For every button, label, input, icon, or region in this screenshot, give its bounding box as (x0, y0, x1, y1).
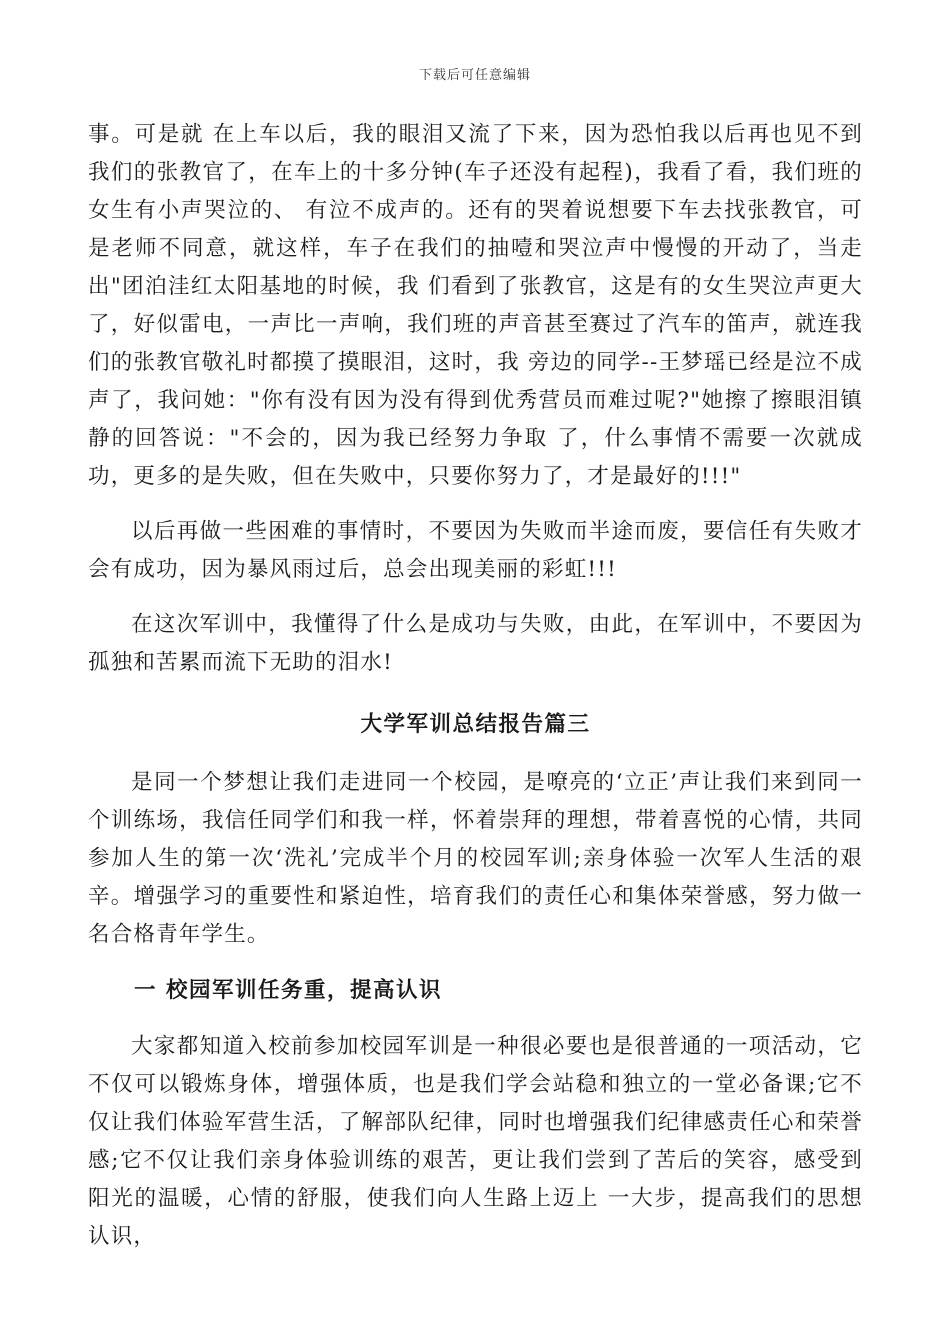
paragraph: 大家都知道入校前参加校园军训是一种很必要也是很普通的一项活动，它不仅可以锻炼身体，增强体质，也是我们学会站稳和独立的一堂必备课;它不仅让我们体验军营生活，了解部队纪律，同时也增强我们纪律感责任心和荣誉感;它不仅让我们亲身体验训练的艰苦，更让我们尝到了苦后的笑容，感受到阳光的温暖，心情的舒服，使我们向人生路上迈上 一大步，提高我们的思想认识， (88, 1034, 863, 1249)
paragraph: 是同一个梦想让我们走进同一个校园，是嘹亮的‘立正’声让我们来到同一个训练场，我信任同学们和我一样，怀着崇拜的理想，带着喜悦的心情，共同参加人生的第一次‘洗礼’完成半个月的校园军训;亲身体验一次军人生活的艰辛。增强学习的重要性和紧迫性，培育我们的责任心和集体荣誉感，努力做一名合格青年学生。 (88, 770, 863, 947)
sub-heading: 一 校园军训任务重，提高认识 (134, 978, 442, 1003)
paragraph: 以后再做一些困难的事情时，不要因为失败而半途而废，要信任有失败才会有成功，因为暴风雨过后，总会出现美丽的彩虹!!! (88, 519, 863, 582)
section-title: 大学军训总结报告篇三 (360, 712, 591, 737)
paragraph-continued: 事。可是就 在上车以后，我的眼泪又流了下来，因为恐怕我以后再也见不到我们的张教官了，在车上的十多分钟(车子还没有起程)，我看了看，我们班的女生有小声哭泣的、 有泣不成声的。还有的哭着说想要下车去找张教官，可是老师不同意，就这样，车子在我们的抽噎和哭泣声中慢慢的开动了，当走出"团泊洼红太阳基地的时候，我 们看到了张教官，这是有的女生哭泣声更大了，好似雷电，一声比一声响，我们班的声音甚至赛过了汽车的笛声，就连我们的张教官敬礼时都摸了摸眼泪，这时，我 旁边的同学--王梦瑶已经是泣不成声了，我问她："你有没有因为没有得到优秀营员而难过呢?"她擦了擦眼泪镇静的回答说："不会的，因为我已经努力争取 了，什么事情不需要一次就成功，更多的是失败，但在失败中，只要你努力了，才是最好的!!!" (88, 122, 863, 489)
document-body (88, 116, 863, 1273)
page-header: 下载后可任意编辑 (418, 68, 531, 83)
paragraph: 在这次军训中，我懂得了什么是成功与失败，由此，在军训中，不要因为孤独和苦累而流下无助的泪水! (88, 612, 863, 675)
